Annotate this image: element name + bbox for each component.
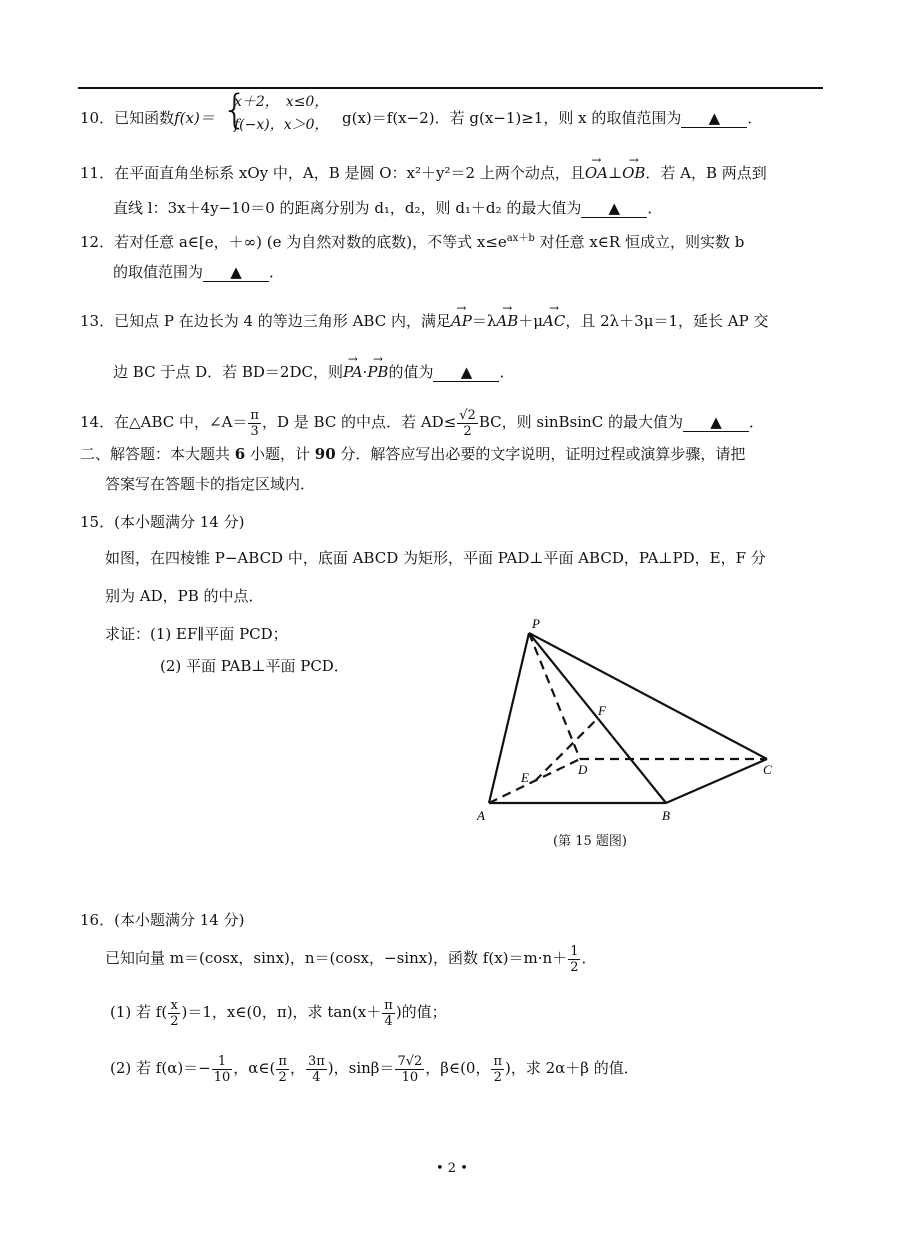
- frac-num: √2: [459, 407, 476, 423]
- frac-num: 7√2: [397, 1053, 423, 1069]
- frac-den: 2: [570, 959, 579, 975]
- frac-den: 10: [401, 1069, 419, 1085]
- q16-p1-b: )＝1，x∈(0，π)，求 tan(x＋: [181, 1003, 382, 1021]
- q11-text1b: ．若 A，B 两点到: [645, 164, 767, 182]
- q15-line2: 别为 AD，PB 的中点．: [105, 587, 264, 605]
- q13-plus: ＋μ: [518, 312, 544, 330]
- top-rule: [78, 87, 823, 89]
- frac-num: π: [384, 997, 393, 1013]
- q16-p2-d: ，β∈(0，: [425, 1059, 491, 1077]
- q10-rest: [342, 108, 762, 128]
- q11-text1: 11．在平面直角坐标系 xOy 中，A，B 是圆 O：x²＋y²＝2 上两个动点，且: [80, 164, 585, 182]
- frac-pi-over-4: [382, 998, 395, 1029]
- answer-blank: ▲: [683, 413, 749, 432]
- section2-text1b: 小题，计: [245, 445, 315, 463]
- section2-text1c: 分．解答应写出必要的文字说明，证明过程或演算步骤，请把: [335, 445, 746, 463]
- label-b: B: [662, 808, 670, 823]
- q16-title: 16．(本小题满分 14 分): [80, 911, 245, 929]
- q12-text1b: 对任意 x∈R 恒成立，则实数 b: [534, 233, 745, 251]
- label-d: D: [578, 762, 588, 777]
- q15-title: 15．(本小题满分 14 分): [80, 513, 245, 531]
- q11-line2: [113, 198, 662, 218]
- vector-ap: → AP: [451, 311, 472, 331]
- q16-text1: 已知向量 m＝(cosx，sinx)，n＝(cosx，−sinx)，函数 f(x)＝m·n＋: [105, 949, 568, 967]
- q15-proof1: 求证：(1) EF∥平面 PCD；: [105, 625, 288, 643]
- q15-line1: 如图，在四棱锥 P−ABCD 中，底面 ABCD 为矩形，平面 PAD⊥平面 ABCD，PA⊥PD，E，F 分: [105, 549, 766, 567]
- section2-line1: [80, 444, 745, 464]
- frac-den: 2: [170, 1013, 179, 1029]
- q10-brace: {: [222, 87, 248, 133]
- q10-number: 10．已知函数: [80, 109, 175, 127]
- vector-oa: → OA: [585, 163, 608, 183]
- frac-num: π: [493, 1053, 503, 1069]
- frac-pi-over-2: [276, 1054, 289, 1085]
- answer-blank: ▲: [581, 199, 647, 218]
- q16-p1-c: )的值；: [395, 1003, 447, 1021]
- section2-text1a: 二、解答题：本大题共: [80, 445, 235, 463]
- q16-part2: [110, 1050, 639, 1086]
- frac-num: 1: [570, 943, 579, 959]
- q14-text-b: ，D 是 BC 的中点．若 AD≤: [261, 413, 457, 431]
- vector-pb: → PB: [367, 362, 388, 382]
- frac-den: 10: [213, 1069, 231, 1085]
- frac-den: 3: [250, 423, 259, 439]
- frac-pi-over-2-b: [491, 1054, 504, 1085]
- q13-text2b: 的值为: [388, 363, 434, 381]
- q13-text2a: 边 BC 于点 D．若 BD＝2DC，则: [113, 363, 343, 381]
- section2-ninety: 90: [314, 445, 336, 463]
- q12-end: ．: [269, 263, 285, 281]
- label-f: F: [598, 703, 606, 718]
- label-a: A: [477, 808, 485, 823]
- q10: [80, 108, 215, 128]
- q10-case1: x＋2， x≤0，: [234, 94, 329, 110]
- q10-end: ．: [747, 109, 763, 127]
- q13-line2: [113, 362, 514, 382]
- label-e: E: [521, 770, 529, 785]
- edge-pc: [529, 633, 767, 759]
- label-p: P: [532, 616, 540, 631]
- section2-line2: 答案写在答题卡的指定区域内．: [105, 475, 316, 493]
- q12-line1: [80, 232, 744, 252]
- dot-symbol: ·: [362, 363, 368, 381]
- frac-7sqrt2-over-10: [395, 1054, 424, 1085]
- frac-sqrt2-over-2: [457, 408, 478, 439]
- answer-blank: ▲: [203, 263, 269, 282]
- frac-den: 2: [493, 1069, 502, 1085]
- frac-den: 4: [312, 1069, 321, 1085]
- answer-blank: ▲: [433, 363, 499, 382]
- q12-exponent: ax＋b: [506, 233, 535, 244]
- page-number: • 2 •: [436, 1161, 468, 1176]
- section2-six: 6: [234, 445, 246, 463]
- q13-end: ．: [499, 363, 515, 381]
- q10-rest-text: g(x)＝f(x−2)．若 g(x−1)≥1，则 x 的取值范围为: [342, 109, 682, 127]
- vector-ab: → AB: [496, 311, 518, 331]
- q16-p2-b: ，α∈(: [233, 1059, 276, 1077]
- frac-num: π: [250, 407, 259, 423]
- q12-text2: 的取值范围为: [113, 263, 204, 281]
- q14-text-c: BC，则 sinBsinC 的最大值为: [478, 413, 683, 431]
- q10-case2: f(−x)，x＞0，: [234, 117, 329, 133]
- vector-ob: → OB: [622, 163, 645, 183]
- frac-num: 3π: [307, 1053, 325, 1069]
- frac-pi-over-3: [248, 408, 261, 439]
- vector-pa: → PA: [343, 362, 363, 382]
- q13-text1a: 13．已知点 P 在边长为 4 的等边三角形 ABC 内，满足: [80, 312, 451, 330]
- q13-line1: [80, 311, 768, 331]
- q16-p2-a: (2) 若 f(α)＝−: [110, 1059, 211, 1077]
- q16-p2-e: )，求 2α＋β 的值．: [505, 1059, 639, 1077]
- frac-den: 2: [463, 423, 472, 439]
- perp-symbol: ⊥: [607, 164, 623, 182]
- edge-pd: [529, 633, 580, 759]
- q11-end: ．: [647, 199, 663, 217]
- pyramid-figure: [470, 612, 790, 852]
- q16-line1: [105, 940, 596, 976]
- frac-num: 1: [212, 1054, 233, 1070]
- frac-den: 2: [278, 1069, 287, 1085]
- edge-pb: [529, 633, 666, 803]
- q16-p1-a: (1) 若 f(: [110, 1003, 168, 1021]
- q11-line1: [80, 163, 767, 183]
- q12-text1a: 12．若对任意 a∈[e，＋∞) (e 为自然对数的底数)，不等式 x≤e: [80, 233, 507, 251]
- q13-text1b: ，且 2λ＋3μ＝1，延长 AP 交: [565, 312, 769, 330]
- q16-comma: ，: [289, 1059, 305, 1077]
- q11-text2: 直线 l：3x＋4y−10＝0 的距离分别为 d₁，d₂，则 d₁＋d₂ 的最大值为: [113, 199, 582, 217]
- label-c: C: [763, 762, 772, 777]
- frac-num: x: [168, 998, 180, 1014]
- q14-end: ．: [748, 413, 764, 431]
- segment-ef: [535, 718, 598, 781]
- figure-caption: (第 15 题图): [553, 834, 627, 849]
- q10-fx: f(x)＝: [174, 109, 215, 127]
- q14: [80, 404, 764, 440]
- vector-ac: → AC: [543, 311, 565, 331]
- frac-den: 4: [384, 1013, 393, 1029]
- q15-proof2: (2) 平面 PAB⊥平面 PCD．: [160, 657, 349, 675]
- answer-blank: ▲: [681, 109, 747, 128]
- frac-1-over-10: [212, 1054, 233, 1085]
- q14-text-a: 14．在△ABC 中，∠A＝: [80, 413, 248, 431]
- frac-num: π: [278, 1053, 287, 1069]
- q16-p2-c: )，sinβ＝: [327, 1059, 395, 1077]
- q16-end1: ．: [581, 949, 597, 967]
- edge-bc: [666, 759, 767, 803]
- q13-eq: ＝λ: [471, 312, 497, 330]
- frac-x-over-2: [168, 998, 180, 1029]
- q16-part1: [110, 994, 447, 1030]
- q12-line2: [113, 262, 284, 282]
- frac-one-half: [568, 944, 580, 975]
- edge-ad: [489, 759, 580, 803]
- frac-3pi-over-4: [306, 1054, 327, 1085]
